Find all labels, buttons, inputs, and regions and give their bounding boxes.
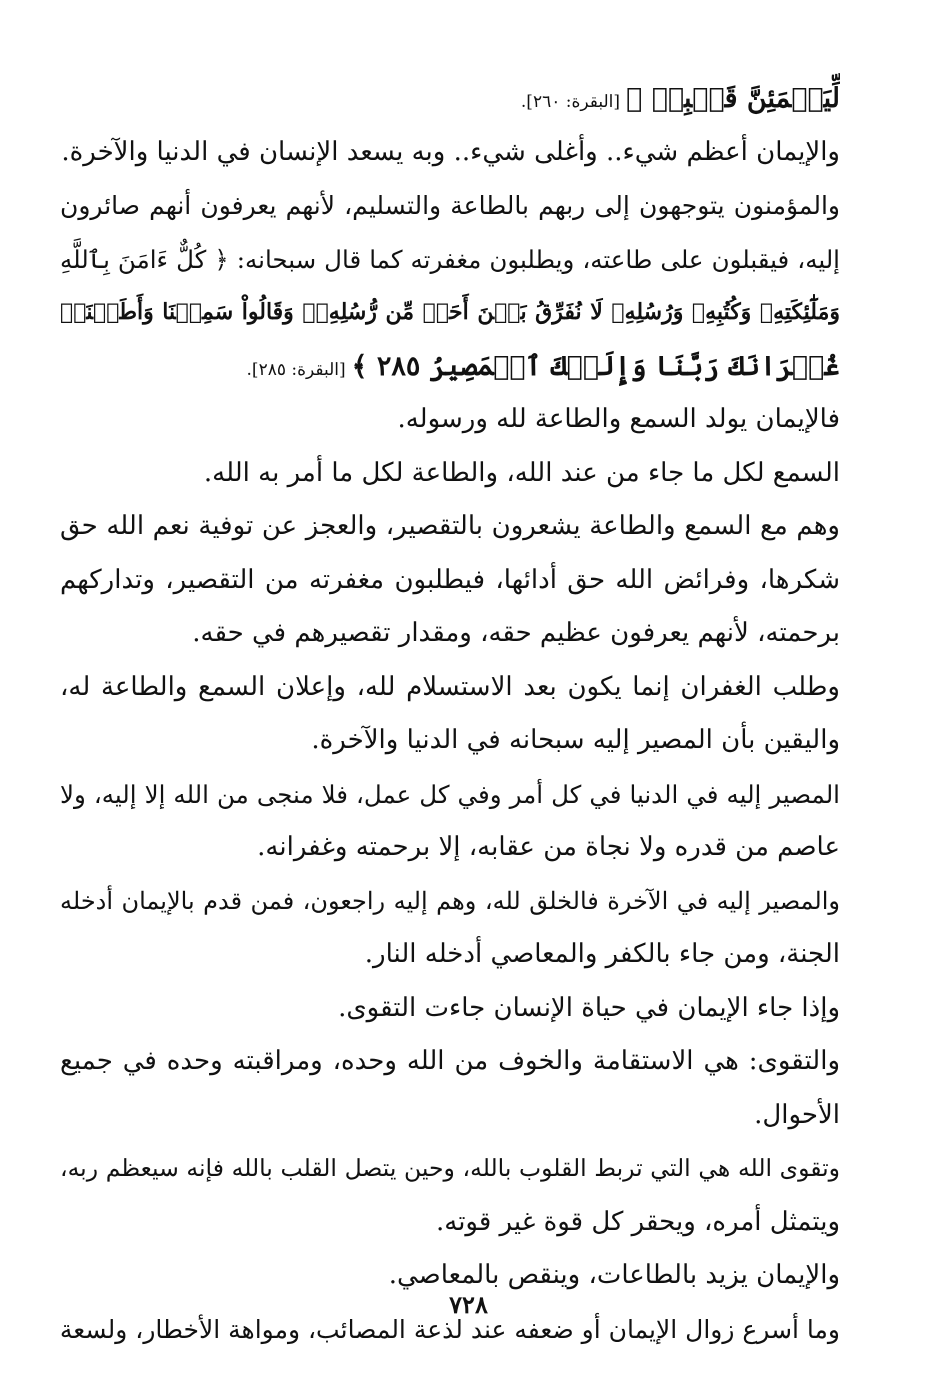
- quran-verse-fragment: لِّيَطۡمَئِنَّ قَلۡبِىۖ ﴾: [626, 83, 840, 114]
- text-line-14: المصير إليه في الدنيا في كل أمر وفي كل عمل، فلا منجى من الله إلا إليه، ولا: [60, 779, 840, 809]
- text-line-16: والمصير إليه في الآخرة فالخلق لله، وهم إليه راجعون، فمن قدم بالإيمان أدخله: [60, 886, 840, 915]
- text-line-15: عاصم من قدره ولا نجاة من عقابه، إلا برحمته وغفرانه.: [257, 832, 840, 862]
- text-line-12: وطلب الغفران إنما يكون بعد الاستسلام لله، وإعلان السمع والطاعة له،: [60, 671, 840, 702]
- text-line-9: وهم مع السمع والطاعة يشعرون بالتقصير، والعجز عن توفية نعم الله حق: [60, 511, 840, 541]
- text-line-20: الأحوال.: [754, 1099, 840, 1130]
- page-body: [60, 72, 840, 1356]
- text-line-21: وتقوى الله هي التي تربط القلوب بالله، وحين يتصل القلب بالله فإنه سيعظم ربه،: [60, 1154, 840, 1182]
- text-line-11: برحمته، لأنهم يعرفون عظيم حقه، ومقدار تقصيرهم في حقه.: [192, 618, 840, 648]
- text-line-23: والإيمان يزيد بالطاعات، وينقص بالمعاصي.: [388, 1260, 840, 1290]
- text-line-6: [60, 340, 840, 394]
- text-line-2: والإيمان أعظم شيء.. وأغلى شيء.. وبه يسعد الإنسان في الدنيا والآخرة.: [61, 136, 840, 167]
- text-line-19: والتقوى: هي الاستقامة والخوف من الله وحده، ومراقبته وحده في جميع: [60, 1046, 840, 1076]
- verse-reference: [البقرة: ٢٦٠].: [520, 92, 621, 112]
- text-line-1: [60, 72, 840, 126]
- page-number: ٧٢٨: [449, 1290, 488, 1319]
- verse-reference: [البقرة: ٢٨٥].: [246, 359, 346, 380]
- text-line-22: ويتمثل أمره، ويحقر كل قوة غير قوته.: [435, 1206, 840, 1237]
- text-line-18: وإذا جاء الإيمان في حياة الإنسان جاءت التقوى.: [338, 992, 840, 1023]
- text-line-24: وما أسرع زوال الإيمان أو ضعفه عند لذعة المصائب، ومواهة الأخطار، ولسعة: [60, 1314, 840, 1344]
- text-line-17: الجنة، ومن جاء بالكفر والمعاصي أدخله النار.: [364, 939, 840, 969]
- text-line-3: والمؤمنون يتوجهون إلى ربهم بالطاعة والتسليم، لأنهم يعرفون أنهم صائرون: [60, 191, 840, 220]
- quran-verse-fragment: غُفۡرَانَكَ رَبَّنَا وَإِلَيۡكَ ٱلۡمَصِيرُ ٢٨٥ ﴾: [351, 350, 840, 382]
- text-line-4: إليه، فيقبلون على طاعته، ويطلبون مغفرته كما قال سبحانه: ﴿ كُلٌّ ءَامَنَ بِٱللَّهِ: [60, 244, 840, 274]
- text-line-13: واليقين بأن المصير إليه سبحانه في الدنيا والآخرة.: [311, 725, 840, 755]
- quran-verse-line: وَمَلَٰٓئِكَتِهِۦ وَكُتُبِهِۦ وَرُسُلِهِۦ لَا نُفَرِّقُ بَيۡنَ أَحَدٖ مِّن رُّسُلِهِۦۚ وَقَالُواْ سَمِعۡنَا وَأَطَعۡنَاۖ: [60, 299, 840, 325]
- text-line-7: فالإيمان يولد السمع والطاعة لله ورسوله.: [397, 404, 840, 434]
- text-line-10: شكرها، وفرائض الله حق أدائها، فيطلبون مغفرته من التقصير، وتداركهم: [60, 564, 840, 595]
- text-line-8: السمع لكل ما جاء من عند الله، والطاعة لكل ما أمر به الله.: [203, 457, 840, 488]
